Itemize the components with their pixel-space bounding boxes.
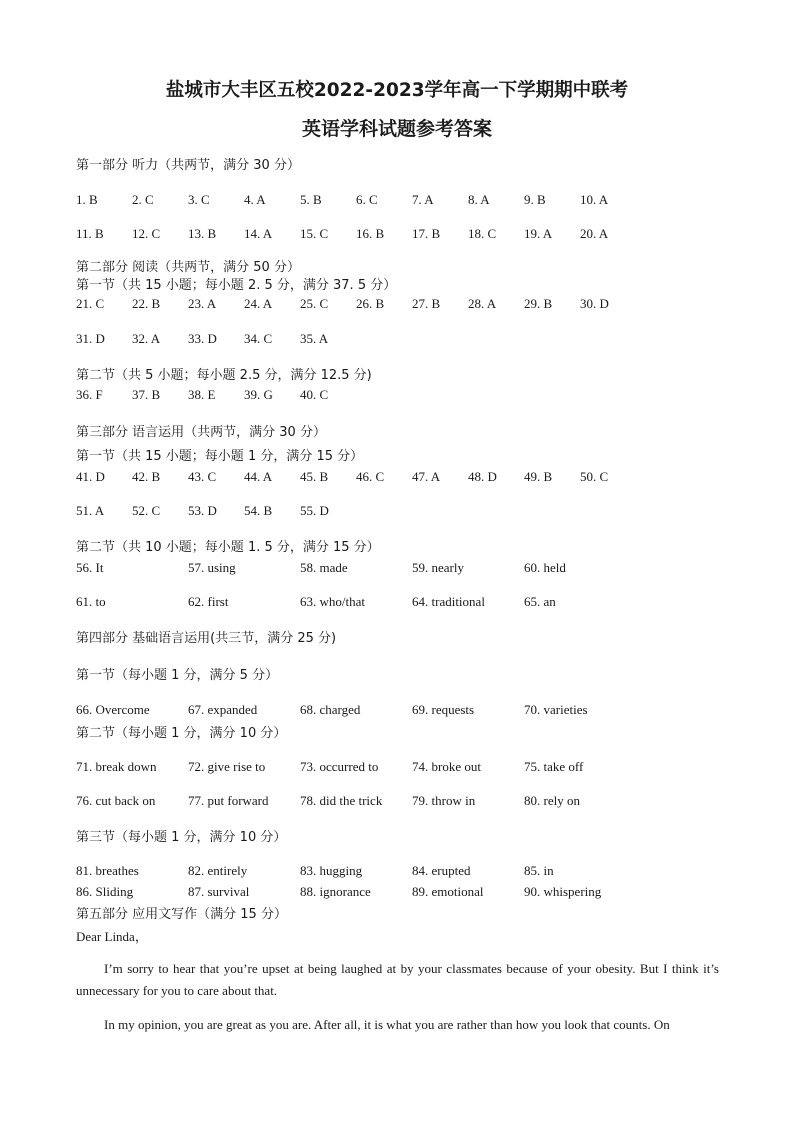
document-title: 盐城市大丰区五校2022-2023学年高一下学期期中联考 — [165, 80, 629, 101]
answer-item: 7. A — [412, 192, 434, 207]
answer-item: 14. A — [244, 226, 273, 241]
answer-item: 6. C — [356, 192, 378, 207]
part3-section1-heading: 第一节（共 15 小题；每小题 1 分，满分 15 分） — [76, 449, 364, 464]
answer-item: 73. occurred to — [300, 759, 379, 774]
answer-item: 82. entirely — [188, 863, 248, 878]
answer-item: 25. C — [300, 296, 329, 311]
answer-item: 10. A — [580, 192, 609, 207]
answer-item: 4. A — [244, 192, 266, 207]
answer-item: 51. A — [76, 503, 105, 518]
part1-heading: 第一部分 听力（共两节，满分 30 分） — [76, 158, 300, 173]
answer-item: 68. charged — [300, 702, 361, 717]
answer-item: 30. D — [580, 296, 609, 311]
letter-paragraph-2 — [76, 1014, 719, 1036]
answer-item: 38. E — [188, 387, 216, 402]
answer-item: 81. breathes — [76, 863, 139, 878]
answer-item: 5. B — [300, 192, 322, 207]
answer-item: 65. an — [524, 594, 556, 609]
answer-item: 85. in — [524, 863, 554, 878]
part2-section2-heading: 第二节（共 5 小题；每小题 2.5 分，满分 12.5 分) — [76, 368, 372, 383]
answer-item: 79. throw in — [412, 793, 476, 808]
answer-item: 63. who/that — [300, 594, 365, 609]
answer-item: 56. It — [76, 560, 104, 575]
answer-item: 12. C — [132, 226, 161, 241]
answer-item: 57. using — [188, 560, 236, 575]
part3-heading: 第三部分 语言运用（共两节，满分 30 分） — [76, 425, 326, 440]
answer-item: 71. break down — [76, 759, 157, 774]
answer-item: 50. C — [580, 469, 609, 484]
answer-item: 48. D — [468, 469, 497, 484]
answer-item: 69. requests — [412, 702, 475, 717]
answer-item: 2. C — [132, 192, 154, 207]
answer-item: 34. C — [244, 331, 273, 346]
answer-item: 89. emotional — [412, 884, 484, 899]
answer-item: 23. A — [188, 296, 217, 311]
answer-item: 20. A — [580, 226, 609, 241]
answer-item: 17. B — [412, 226, 441, 241]
answer-item: 21. C — [76, 296, 105, 311]
answer-item: 90. whispering — [524, 884, 602, 899]
answer-item: 59. nearly — [412, 560, 464, 575]
part4-heading: 第四部分 基础语言运用(共三节，满分 25 分) — [76, 631, 337, 646]
answer-item: 60. held — [524, 560, 566, 575]
answer-item: 22. B — [132, 296, 161, 311]
answer-item: 31. D — [76, 331, 105, 346]
answer-item: 53. D — [188, 503, 217, 518]
answer-item: 42. B — [132, 469, 161, 484]
answer-item: 11. B — [76, 226, 104, 241]
answer-item: 87. survival — [188, 884, 250, 899]
answer-item: 52. C — [132, 503, 161, 518]
answer-item: 18. C — [468, 226, 497, 241]
answer-item: 83. hugging — [300, 863, 363, 878]
part3-section2-heading: 第二节（共 10 小题；每小题 1. 5 分，满分 15 分） — [76, 540, 380, 555]
answer-item: 66. Overcome — [76, 702, 150, 717]
answer-item: 72. give rise to — [188, 759, 266, 774]
answer-item: 86. Sliding — [76, 884, 134, 899]
answer-item: 62. first — [188, 594, 229, 609]
part5-heading: 第五部分 应用文写作（满分 15 分） — [76, 907, 287, 922]
answer-item: 64. traditional — [412, 594, 485, 609]
answer-item: 80. rely on — [524, 793, 580, 808]
answer-item: 46. C — [356, 469, 385, 484]
answer-item: 77. put forward — [188, 793, 269, 808]
answer-item: 15. C — [300, 226, 329, 241]
answer-item: 24. A — [244, 296, 273, 311]
answer-item: 33. D — [188, 331, 217, 346]
answer-item: 26. B — [356, 296, 385, 311]
answer-item: 40. C — [300, 387, 329, 402]
answer-item: 8. A — [468, 192, 490, 207]
answer-item: 1. B — [76, 192, 98, 207]
part4-section3-heading: 第三节（每小题 1 分，满分 10 分） — [76, 830, 287, 845]
answer-item: 76. cut back on — [76, 793, 156, 808]
answer-item: 70. varieties — [524, 702, 588, 717]
answer-item: 61. to — [76, 594, 106, 609]
part2-section1-heading: 第一节（共 15 小题；每小题 2. 5 分，满分 37. 5 分） — [76, 278, 397, 293]
letter-paragraph-1-text: I’m sorry to hear that you’re upset at being laughed at by your classmates because of your obesity. But I think it’s unnecessary for you to care about that. — [76, 961, 719, 998]
answer-item: 43. C — [188, 469, 217, 484]
answer-item: 75. take off — [524, 759, 584, 774]
answer-item: 32. A — [132, 331, 161, 346]
document-subtitle: 英语学科试题参考答案 — [301, 118, 492, 140]
answer-item: 67. expanded — [188, 702, 258, 717]
answer-item: 29. B — [524, 296, 553, 311]
answer-item: 3. C — [188, 192, 210, 207]
answer-item: 49. B — [524, 469, 553, 484]
answer-item: 78. did the trick — [300, 793, 383, 808]
letter-paragraph-1 — [76, 958, 719, 1002]
answer-item: 41. D — [76, 469, 105, 484]
part4-section2-heading: 第二节（每小题 1 分，满分 10 分） — [76, 726, 287, 741]
answer-item: 27. B — [412, 296, 441, 311]
part4-section1-heading: 第一节（每小题 1 分，满分 5 分） — [76, 668, 279, 683]
letter-paragraph-2-text: In my opinion, you are great as you are. After all, it is what you are rather than how you look that counts. On — [104, 1017, 670, 1032]
answer-item: 74. broke out — [412, 759, 481, 774]
part2-heading: 第二部分 阅读（共两节，满分 50 分） — [76, 260, 300, 275]
answer-item: 37. B — [132, 387, 161, 402]
answer-item: 47. A — [412, 469, 441, 484]
answer-item: 55. D — [300, 503, 329, 518]
answer-item: 36. F — [76, 387, 103, 402]
answer-item: 88. ignorance — [300, 884, 371, 899]
answer-item: 28. A — [468, 296, 497, 311]
answer-item: 58. made — [300, 560, 348, 575]
answer-item: 19. A — [524, 226, 553, 241]
answer-item: 84. erupted — [412, 863, 471, 878]
answer-item: 54. B — [244, 503, 273, 518]
answer-item: 45. B — [300, 469, 329, 484]
answer-item: 39. G — [244, 387, 273, 402]
answer-item: 13. B — [188, 226, 217, 241]
answer-item: 16. B — [356, 226, 385, 241]
letter-salutation: Dear Linda， — [76, 929, 148, 944]
answer-item: 9. B — [524, 192, 546, 207]
answer-item: 44. A — [244, 469, 273, 484]
answer-item: 35. A — [300, 331, 329, 346]
